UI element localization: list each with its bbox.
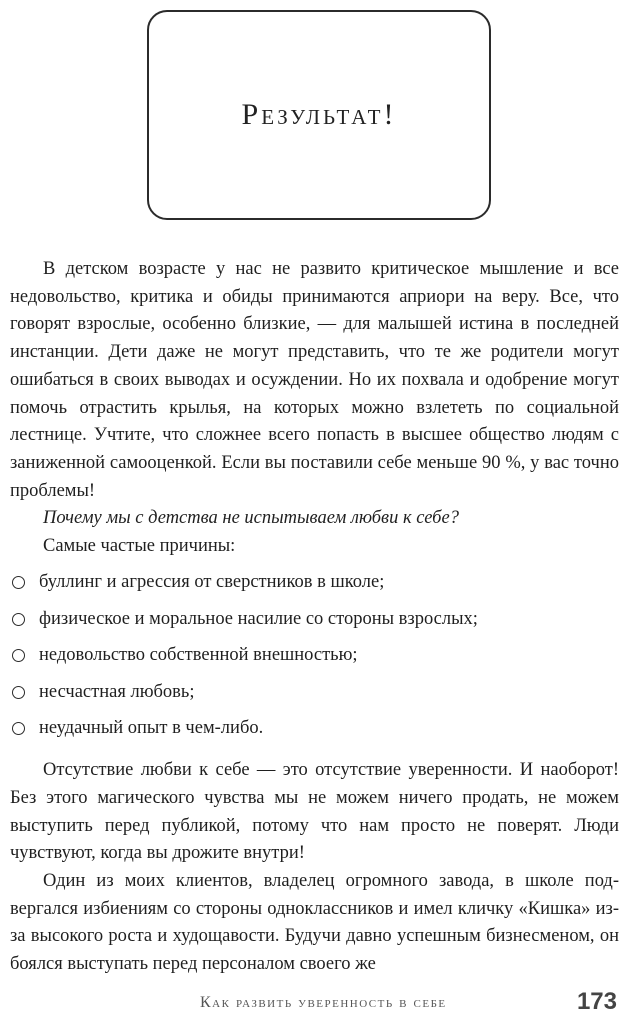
paragraph: Отсутствие любви к себе — это отсутствие уверенности. И наоборот! Без этого магического чувства мы не можем ничего продать, не можем выступить перед публикой, потому что нам просто не поверят. Люди чувствуют, когда вы дрожите внутри! <box>10 760 619 864</box>
list-item: несчастная любовь; <box>10 674 619 711</box>
circle-bullet-icon <box>12 613 25 626</box>
list-item: неудачный опыт в чем-либо. <box>10 711 619 748</box>
circle-bullet-icon <box>12 686 25 699</box>
question-line: Почему мы с детства не испытываем любви к себе? <box>43 508 459 529</box>
list-item: недовольство собственной внешностью; <box>10 638 619 675</box>
body-text <box>10 256 619 979</box>
paragraph: Один из моих клиентов, владелец огромного завода, в школе подвергался избиениям со стороны одноклассников и имел кличку «Кишка» из-за высокого роста и худощавости. Будучи давно успешным бизнесменом, он боялся выступать перед персоналом своего же <box>10 871 619 975</box>
chapter-title: Результат! <box>241 98 397 131</box>
list-item: физическое и моральное насилие со стороны взрослых; <box>10 601 619 638</box>
page-footer <box>0 988 629 1018</box>
paragraph: В детском возрасте у нас не развито критическое мышление и все недовольство, критика и обиды принимаются априори на веру. Все, что говорят взрослые, особенно близкие, — для малышей истина в последней инстанции. Дети даже не могут представить, что те же родители могут ошибаться в своих выводах и осуждении. Но их похвала и одобрение могут помочь отрастить крылья, на которых можно взлететь по социальной лестнице. Учтите, что сложнее всего попасть в высшее общество людям с заниженной самооценкой. Если вы поставили себе меньше 90 %, у вас точно проблемы! <box>10 259 619 501</box>
reasons-list <box>10 565 619 748</box>
running-title: Как развить уверенность в себе <box>200 994 447 1011</box>
circle-bullet-icon <box>12 576 25 589</box>
chapter-title-frame <box>147 10 491 220</box>
list-item: буллинг и агрессия от сверстников в школе; <box>10 565 619 602</box>
circle-bullet-icon <box>12 649 25 662</box>
circle-bullet-icon <box>12 722 25 735</box>
reasons-lead: Самые частые причины: <box>43 536 236 557</box>
page-number: 173 <box>576 988 617 1015</box>
